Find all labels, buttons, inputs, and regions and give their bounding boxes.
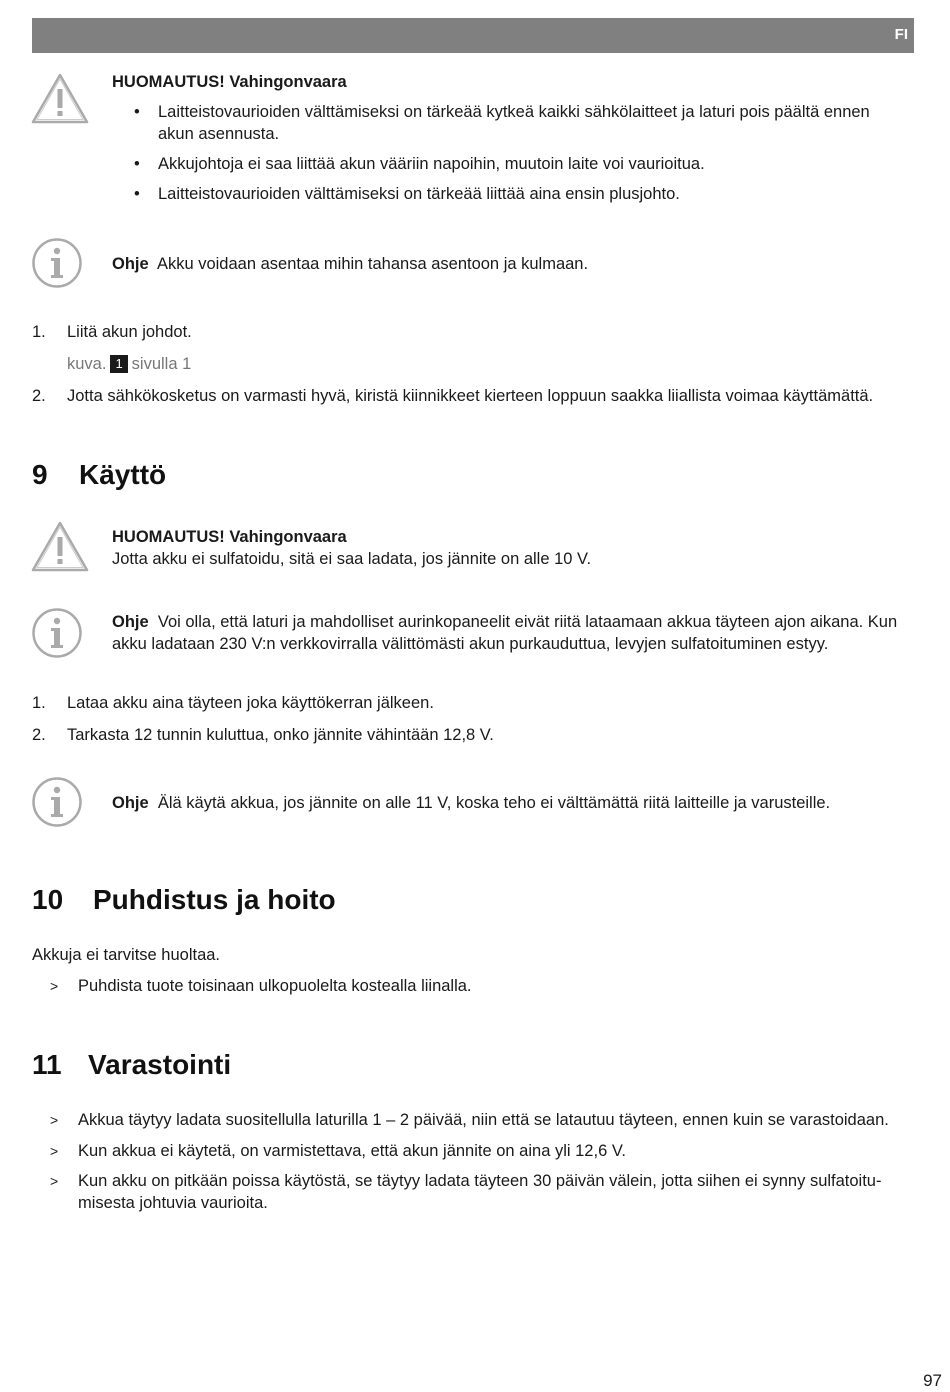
info-label: Ohje [112,255,149,273]
header-bar [32,18,914,53]
arrow-marker: > [50,1112,59,1128]
info-note [112,611,918,655]
info-text: Älä käytä akkua, jos jännite on alle 11 V, koska teho ei välttämättä riitä laitteille ja varusteille. [157,794,831,812]
list-item-text: Kun akkua ei käytetä, on varmistettava, että akun jännite on aina yli 12,6 V. [78,1142,626,1160]
warning-icon [31,520,89,574]
notice-title: HUOMAUTUS! Vahingonvaara [112,73,347,91]
info-icon [31,237,83,289]
section-number: 9 [32,459,48,490]
section-intro: Akkuja ei tarvitse huoltaa. [32,946,221,964]
step-text: Liitä akun johdot. [67,323,192,341]
section-heading [32,883,336,917]
section-heading [32,1048,231,1082]
notice-title: HUOMAUTUS! Vahingonvaara [112,528,347,546]
list-item: • Akkujohtoja ei saa liittää akun vääriin napoihin, muutoin laite voi vaurioitua. [134,153,894,175]
list-item-text: Kun akku on pitkään poissa käytöstä, se täytyy ladata täyteen 30 päivän välein, jotta siihen ei synny sulfatoitu-misesta johtuvia vaurioita. [78,1172,882,1212]
info-text: Voi olla, että laturi ja mahdolliset aurinkopaneelit eivät riitä lataamaan akkua täyteen ajon aikana. Kun akku ladataan 230 V:n verkkovirralla välittömästi akun purkauduttua, levyjen sulfatoituminen estyy. [112,613,898,653]
section-title: Varastointi [88,1049,232,1080]
step-text: Lataa akku aina täyteen joka käyttökerran jälkeen. [67,694,434,712]
step-text: Tarkasta 12 tunnin kuluttua, onko jännite vähintään 12,8 V. [67,726,494,744]
notice-text: Jotta akku ei sulfatoidu, sitä ei saa ladata, jos jännite on alle 10 V. [112,550,592,568]
language-code: FI [894,26,908,43]
figure-ref-prefix: kuva. [67,355,107,373]
step-number: 1. [32,694,46,712]
info-icon [31,607,83,659]
section-title: Puhdistus ja hoito [93,884,336,915]
info-label: Ohje [112,613,149,631]
step-text: Jotta sähkökosketus on varmasti hyvä, kiristä kiinnikkeet kierteen loppuun saakka liiallista voimaa käyttämättä. [67,387,874,405]
figure-ref-page: sivulla 1 [131,355,192,373]
step-number: 1. [32,323,46,341]
info-note [112,253,588,275]
list-item-text: Akkua täytyy ladata suositellulla laturilla 1 – 2 päivää, niin että se latautuu täyteen, ennen kuin se varastoidaan. [78,1111,889,1129]
figure-reference [67,353,191,375]
step-number: 2. [32,387,46,405]
step-number: 2. [32,726,46,744]
page-number: 97 [923,1371,942,1390]
arrow-marker: > [50,1143,59,1159]
section-number: 11 [32,1049,62,1080]
arrow-marker: > [50,1173,59,1189]
info-note [112,792,830,814]
arrow-marker: > [50,978,59,994]
notice-list [134,101,894,213]
info-text: Akku voidaan asentaa mihin tahansa asentoon ja kulmaan. [156,255,589,273]
figure-badge: 1 [110,355,127,373]
info-icon [31,776,83,828]
list-item: • Laitteistovaurioiden välttämiseksi on tärkeää liittää aina ensin plusjohto. [134,183,894,205]
section-title: Käyttö [79,459,167,490]
info-label: Ohje [112,794,149,812]
section-heading [32,458,166,492]
list-item: • Laitteistovaurioiden välttämiseksi on tärkeää kytkeä kaikki sähkölaitteet ja laturi pois päältä ennen akun asennusta. [134,101,894,145]
list-item-text: Puhdista tuote toisinaan ulkopuolelta kostealla liinalla. [78,977,472,995]
section-number: 10 [32,884,64,915]
warning-icon [31,72,89,126]
